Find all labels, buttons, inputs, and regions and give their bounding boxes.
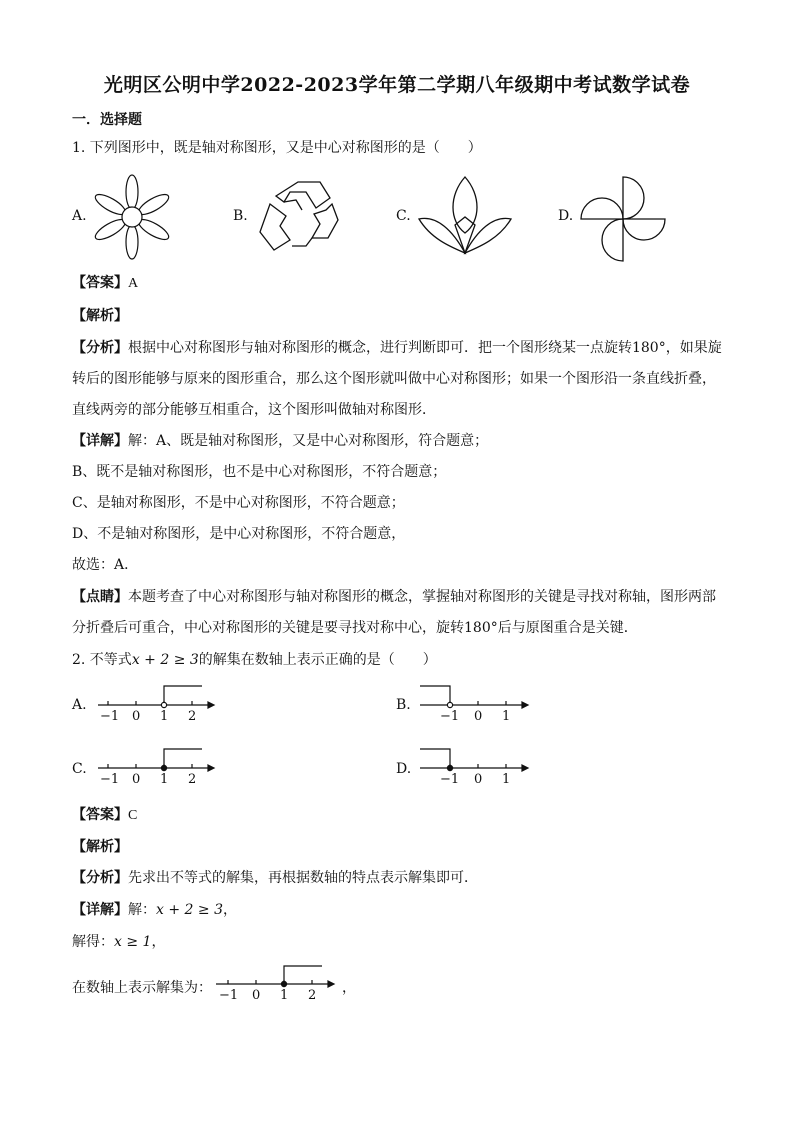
q2-option-d-label: D. xyxy=(396,761,412,777)
q2-stem xyxy=(72,650,437,670)
pinwheel-icon xyxy=(578,174,668,264)
answer-value: A xyxy=(128,276,139,291)
q1-analysis-tag: 【解析】 xyxy=(72,308,128,324)
axis-label-d-1: 1 xyxy=(502,772,511,787)
axis-label-sol-neg1: −1 xyxy=(219,988,239,1003)
q2-stem-prefix: 2. 不等式 xyxy=(72,652,132,668)
q2-show-prefix: 在数轴上表示解集为： xyxy=(72,980,212,996)
answer-tag: 【答案】 xyxy=(72,807,128,823)
q2-solve xyxy=(72,932,165,952)
axis-label-b-0: 0 xyxy=(474,709,483,724)
q1-fenxi-line-1 xyxy=(72,338,722,358)
q1-xiangjie-line-3: C、是轴对称图形，不是中心对称图形，不符合题意； xyxy=(72,495,405,511)
q1-option-b-label: B. xyxy=(233,208,248,224)
q1-answer xyxy=(72,273,138,294)
dianjing-text: 本题考查了中心对称图形与轴对称图形的概念，掌握轴对称图形的关键是寻找对称轴，图形两部 xyxy=(128,589,716,605)
solve-prefix: 解得： xyxy=(72,934,114,950)
q1-option-a-label: A. xyxy=(72,208,87,224)
section-heading: 一．选择题 xyxy=(72,112,142,128)
q1-stem: 1. 下列图形中，既是轴对称图形，又是中心对称图形的是（ ） xyxy=(72,140,482,156)
answer-value: C xyxy=(128,808,138,823)
answer-tag: 【答案】 xyxy=(72,275,128,291)
page-title: 光明区公明中学2022-2023学年第二学期八年级期中考试数学试卷 xyxy=(103,74,691,96)
xiangjie-tag: 【详解】 xyxy=(72,902,128,918)
solve-expr: x ≥ 1 xyxy=(114,934,152,950)
solve-suffix: ， xyxy=(151,934,166,950)
q2-answer xyxy=(72,805,137,826)
dianjing-tag: 【点睛】 xyxy=(72,589,128,605)
axis-label-d-0: 0 xyxy=(474,772,483,787)
axis-label-a-2: 2 xyxy=(188,709,197,724)
q1-fenxi-line-2: 转后的图形能够与原来的图形重合，那么这个图形就叫做中心对称图形；如果一个图形沿一条直线折叠， xyxy=(72,371,716,387)
axis-label-c-neg1: −1 xyxy=(100,772,120,787)
q1-option-c-label: C. xyxy=(396,208,411,224)
q2-option-a-label: A. xyxy=(72,697,87,713)
fenxi-tag: 【分析】 xyxy=(72,870,128,886)
axis-label-b-neg1: −1 xyxy=(440,709,460,724)
axis-label-c-1: 1 xyxy=(160,772,169,787)
q2-show-suffix: ， xyxy=(342,980,356,996)
axis-label-c-2: 2 xyxy=(188,772,197,787)
q1-fenxi-line-3: 直线两旁的部分能够互相重合，这个图形叫做轴对称图形． xyxy=(72,402,436,418)
fenxi-text: 根据中心对称图形与轴对称图形的概念，进行判断即可．把一个图形绕某一点旋转180°，如果旋 xyxy=(128,340,722,356)
q2-option-b-label: B. xyxy=(396,697,411,713)
recycle-hexagon-icon xyxy=(256,180,340,254)
lotus-icon xyxy=(417,175,513,257)
xiangjie-expr: x + 2 ≥ 3 xyxy=(156,902,223,918)
q1-xiangjie-line-2: B、既不是轴对称图形，也不是中心对称图形，不符合题意； xyxy=(72,464,447,480)
q2-analysis-tag: 【解析】 xyxy=(72,839,128,855)
xiangjie-suffix: ， xyxy=(222,902,237,918)
q1-xiangjie-line-5: 故选：A． xyxy=(72,557,139,573)
axis-label-b-1: 1 xyxy=(502,709,511,724)
q1-option-d-label: D. xyxy=(558,208,574,224)
axis-label-a-0: 0 xyxy=(132,709,141,724)
axis-label-d-neg1: −1 xyxy=(440,772,460,787)
q2-fenxi xyxy=(72,868,478,888)
q1-xiangjie-line-1 xyxy=(72,431,488,451)
q2-xiangjie xyxy=(72,900,237,920)
xiangjie-tag: 【详解】 xyxy=(72,433,128,449)
axis-label-sol-0: 0 xyxy=(252,988,261,1003)
axis-label-sol-1: 1 xyxy=(280,988,289,1003)
q1-dianjing-line-1 xyxy=(72,587,716,607)
axis-label-sol-2: 2 xyxy=(308,988,317,1003)
q1-xiangjie-line-4: D、不是轴对称图形，是中心对称图形，不符合题意， xyxy=(72,526,406,542)
q1-dianjing-line-2: 分折叠后可重合，中心对称图形的关键是要寻找对称中心，旋转180°后与原图重合是关键． xyxy=(72,620,638,636)
axis-label-c-0: 0 xyxy=(132,772,141,787)
xiangjie-prefix: 解： xyxy=(128,902,156,918)
q2-stem-suffix: 的解集在数轴上表示正确的是（ ） xyxy=(198,652,437,668)
axis-label-a-neg1: −1 xyxy=(100,709,120,724)
xiangjie-text: 解：A、既是轴对称图形，又是中心对称图形，符合题意； xyxy=(128,433,489,449)
axis-label-a-1: 1 xyxy=(160,709,169,724)
q2-option-c-label: C. xyxy=(72,761,87,777)
fenxi-tag: 【分析】 xyxy=(72,340,128,356)
flower-six-petal-icon xyxy=(97,175,167,259)
q2-stem-expr: x + 2 ≥ 3 xyxy=(131,652,199,668)
fenxi-text: 先求出不等式的解集，再根据数轴的特点表示解集即可． xyxy=(128,870,478,886)
